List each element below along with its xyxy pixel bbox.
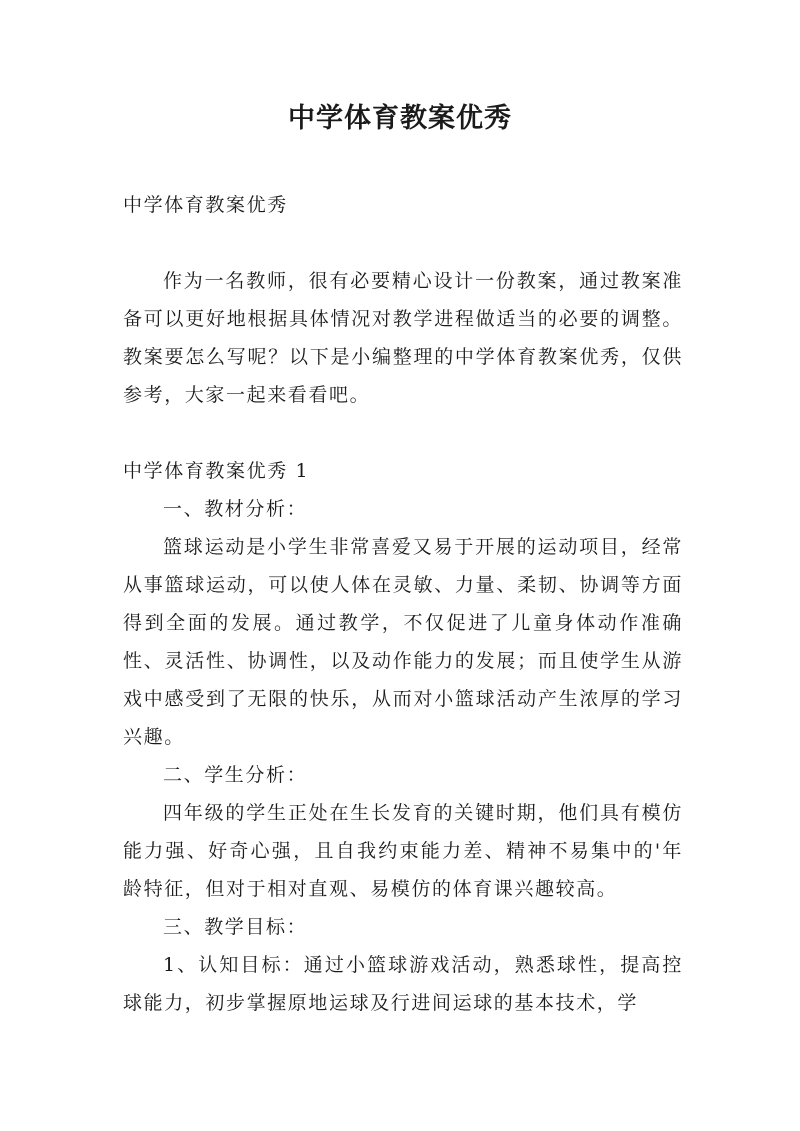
heading-teaching-goals: 三、教学目标： bbox=[163, 916, 308, 938]
heading-material-analysis: 一、教材分析： bbox=[163, 498, 308, 520]
paragraph-student-analysis: 四年级的学生正处在生长发育的关键时期，他们具有模仿能力强、好奇心强，且自我约束能力差、精神不易集中的'年龄特征，但对于相对直观、易模仿的体育课兴趣较高。 bbox=[123, 802, 683, 900]
heading-student-analysis: 二、学生分析： bbox=[163, 764, 308, 786]
document-title: 中学体育教案优秀 bbox=[288, 103, 512, 134]
document-body bbox=[123, 186, 683, 1022]
intro-paragraph: 作为一名教师，很有必要精心设计一份教案，通过教案准备可以更好地根据具体情况对教学进程做适当的必要的调整。教案要怎么写呢？以下是小编整理的中学体育教案优秀，仅供参考，大家一起来看看吧。 bbox=[123, 270, 683, 406]
section-title: 中学体育教案优秀 1 bbox=[123, 460, 310, 482]
paragraph-cognitive-goal: 1、认知目标：通过小篮球游戏活动，熟悉球性，提高控球能力，初步掌握原地运球及行进间运球的基本技术，学 bbox=[123, 954, 683, 1014]
document-subtitle: 中学体育教案优秀 bbox=[123, 194, 288, 216]
paragraph-material-analysis: 篮球运动是小学生非常喜爱又易于开展的运动项目，经常从事篮球运动，可以使人体在灵敏、力量、柔韧、协调等方面得到全面的发展。通过教学，不仅促进了儿童身体动作准确性、灵活性、协调性，以及动作能力的发展；而且使学生从游戏中感受到了无限的快乐，从而对小篮球活动产生浓厚的学习兴趣。 bbox=[123, 536, 683, 748]
